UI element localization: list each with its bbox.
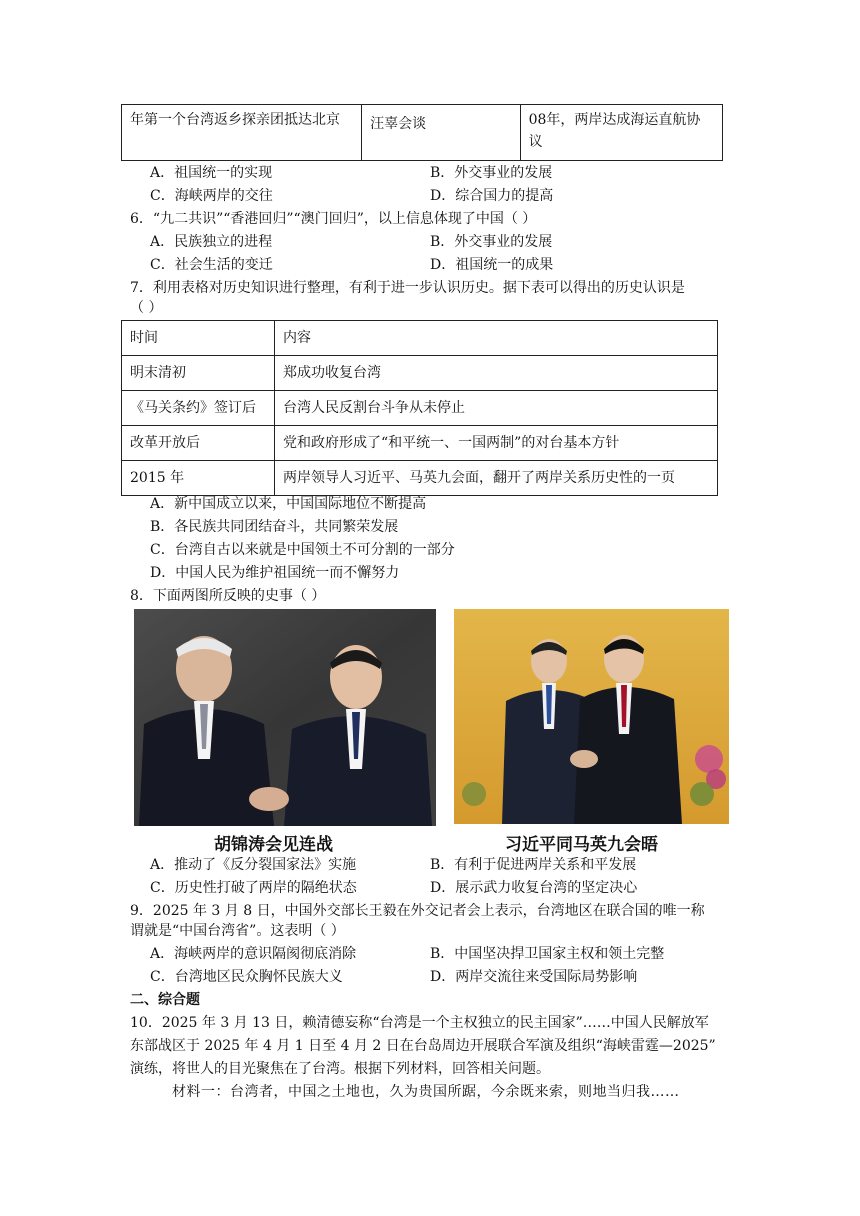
q8-option-b: B．有利于促进两岸关系和平发展 — [430, 857, 637, 873]
photo-hu-lien-image — [134, 609, 436, 826]
q5-option-d: D．综合国力的提高 — [430, 188, 554, 204]
q7-table-cell: 党和政府形成了“和平统一、一国两制”的对台基本方针 — [283, 435, 620, 451]
q7-table-cell: 郑成功收复台湾 — [283, 365, 381, 381]
q5-option-b: B．外交事业的发展 — [430, 165, 553, 181]
q7-option-a: A．新中国成立以来，中国国际地位不断提高 — [150, 496, 427, 512]
q7-table-cell: 两岸领导人习近平、马英九会面，翻开了两岸关系历史性的一页 — [283, 470, 675, 486]
q9-option-c: C．台湾地区民众胸怀民族大义 — [150, 969, 343, 985]
q10-line3: 演练，将世人的目光聚焦在了台湾。根据下列材料，回答相关问题。 — [130, 1061, 550, 1077]
q7-stem-line2: （ ） — [130, 300, 163, 316]
top-table-cell-2: 汪辜会谈 — [370, 116, 427, 132]
q7-stem-line1: 7．利用表格对历史知识进行整理，有利于进一步认识历史。据下表可以得出的历史认识是 — [130, 280, 685, 296]
top-timeline-table — [121, 104, 723, 161]
q6-option-a: A．民族独立的进程 — [150, 234, 273, 250]
q7-option-d: D．中国人民为维护祖国统一而不懈努力 — [150, 565, 400, 581]
photo1-caption: 胡锦涛会见连战 — [214, 835, 333, 855]
q7-table-cell: 明末清初 — [130, 365, 186, 381]
q7-table-cell: 台湾人民反割台斗争从未停止 — [283, 400, 465, 416]
q9-option-d: D．两岸交流往来受国际局势影响 — [430, 969, 638, 985]
q6-stem: 6．“九二共识”“香港回归”“澳门回归”，以上信息体现了中国（ ） — [130, 211, 537, 227]
q8-option-d: D．展示武力收复台湾的坚定决心 — [430, 880, 638, 896]
q7-table-header-content: 内容 — [283, 330, 311, 346]
q6-option-d: D．祖国统一的成果 — [430, 257, 554, 273]
q7-history-table — [121, 320, 718, 496]
photo2-caption: 习近平同马英九会晤 — [505, 835, 658, 855]
q8-option-a: A．推动了《反分裂国家法》实施 — [150, 857, 357, 873]
top-table-cell-3: 08年，两岸达成海运直航协议 — [528, 112, 701, 150]
q7-table-cell: 《马关条约》签订后 — [130, 400, 256, 416]
q9-stem-line2: 谓就是“中国台湾省”。这表明（ ） — [130, 923, 345, 939]
q8-stem: 8．下面两图所反映的史事（ ） — [130, 588, 326, 604]
photo-xi-ma-image — [454, 609, 729, 824]
q7-option-c: C．台湾自古以来就是中国领土不可分割的一部分 — [150, 542, 455, 558]
q9-option-a: A．海峡两岸的意识隔阂彻底消除 — [150, 946, 357, 962]
section2-heading: 二、综合题 — [130, 992, 200, 1008]
q7-table-header-time: 时间 — [130, 330, 158, 346]
top-table-cell-1: 年第一个台湾返乡探亲团抵达北京 — [130, 112, 340, 128]
q7-option-b: B．各民族共同团结奋斗，共同繁荣发展 — [150, 519, 399, 535]
q5-option-c: C．海峡两岸的交往 — [150, 188, 273, 204]
photo-xi-ma-meeting — [454, 609, 729, 824]
q7-table-cell: 改革开放后 — [130, 435, 200, 451]
q10-line2: 东部战区于 2025 年 4 月 1 日至 4 月 2 日在台岛周边开展联合军演及组织“海峡雷霆—2025” — [130, 1038, 716, 1054]
q10-line1: 10．2025 年 3 月 13 日，赖清德妄称“台湾是一个主权独立的民主国家”……中国人民解放军 — [130, 1015, 709, 1031]
q6-option-c: C．社会生活的变迁 — [150, 257, 273, 273]
q5-option-a: A．祖国统一的实现 — [150, 165, 273, 181]
q9-stem-line1: 9．2025 年 3 月 8 日，中国外交部长王毅在外交记者会上表示，台湾地区在联合国的唯一称 — [130, 903, 705, 919]
q7-table-cell: 2015 年 — [130, 470, 185, 486]
q10-material1: 材料一：台湾者，中国之土地也，久为贵国所踞，今余既来索，则地当归我…… — [172, 1084, 680, 1100]
q8-option-c: C．历史性打破了两岸的隔绝状态 — [150, 880, 357, 896]
photo-hu-lien-meeting — [134, 609, 436, 826]
q6-option-b: B．外交事业的发展 — [430, 234, 553, 250]
q9-option-b: B．中国坚决捍卫国家主权和领土完整 — [430, 946, 665, 962]
